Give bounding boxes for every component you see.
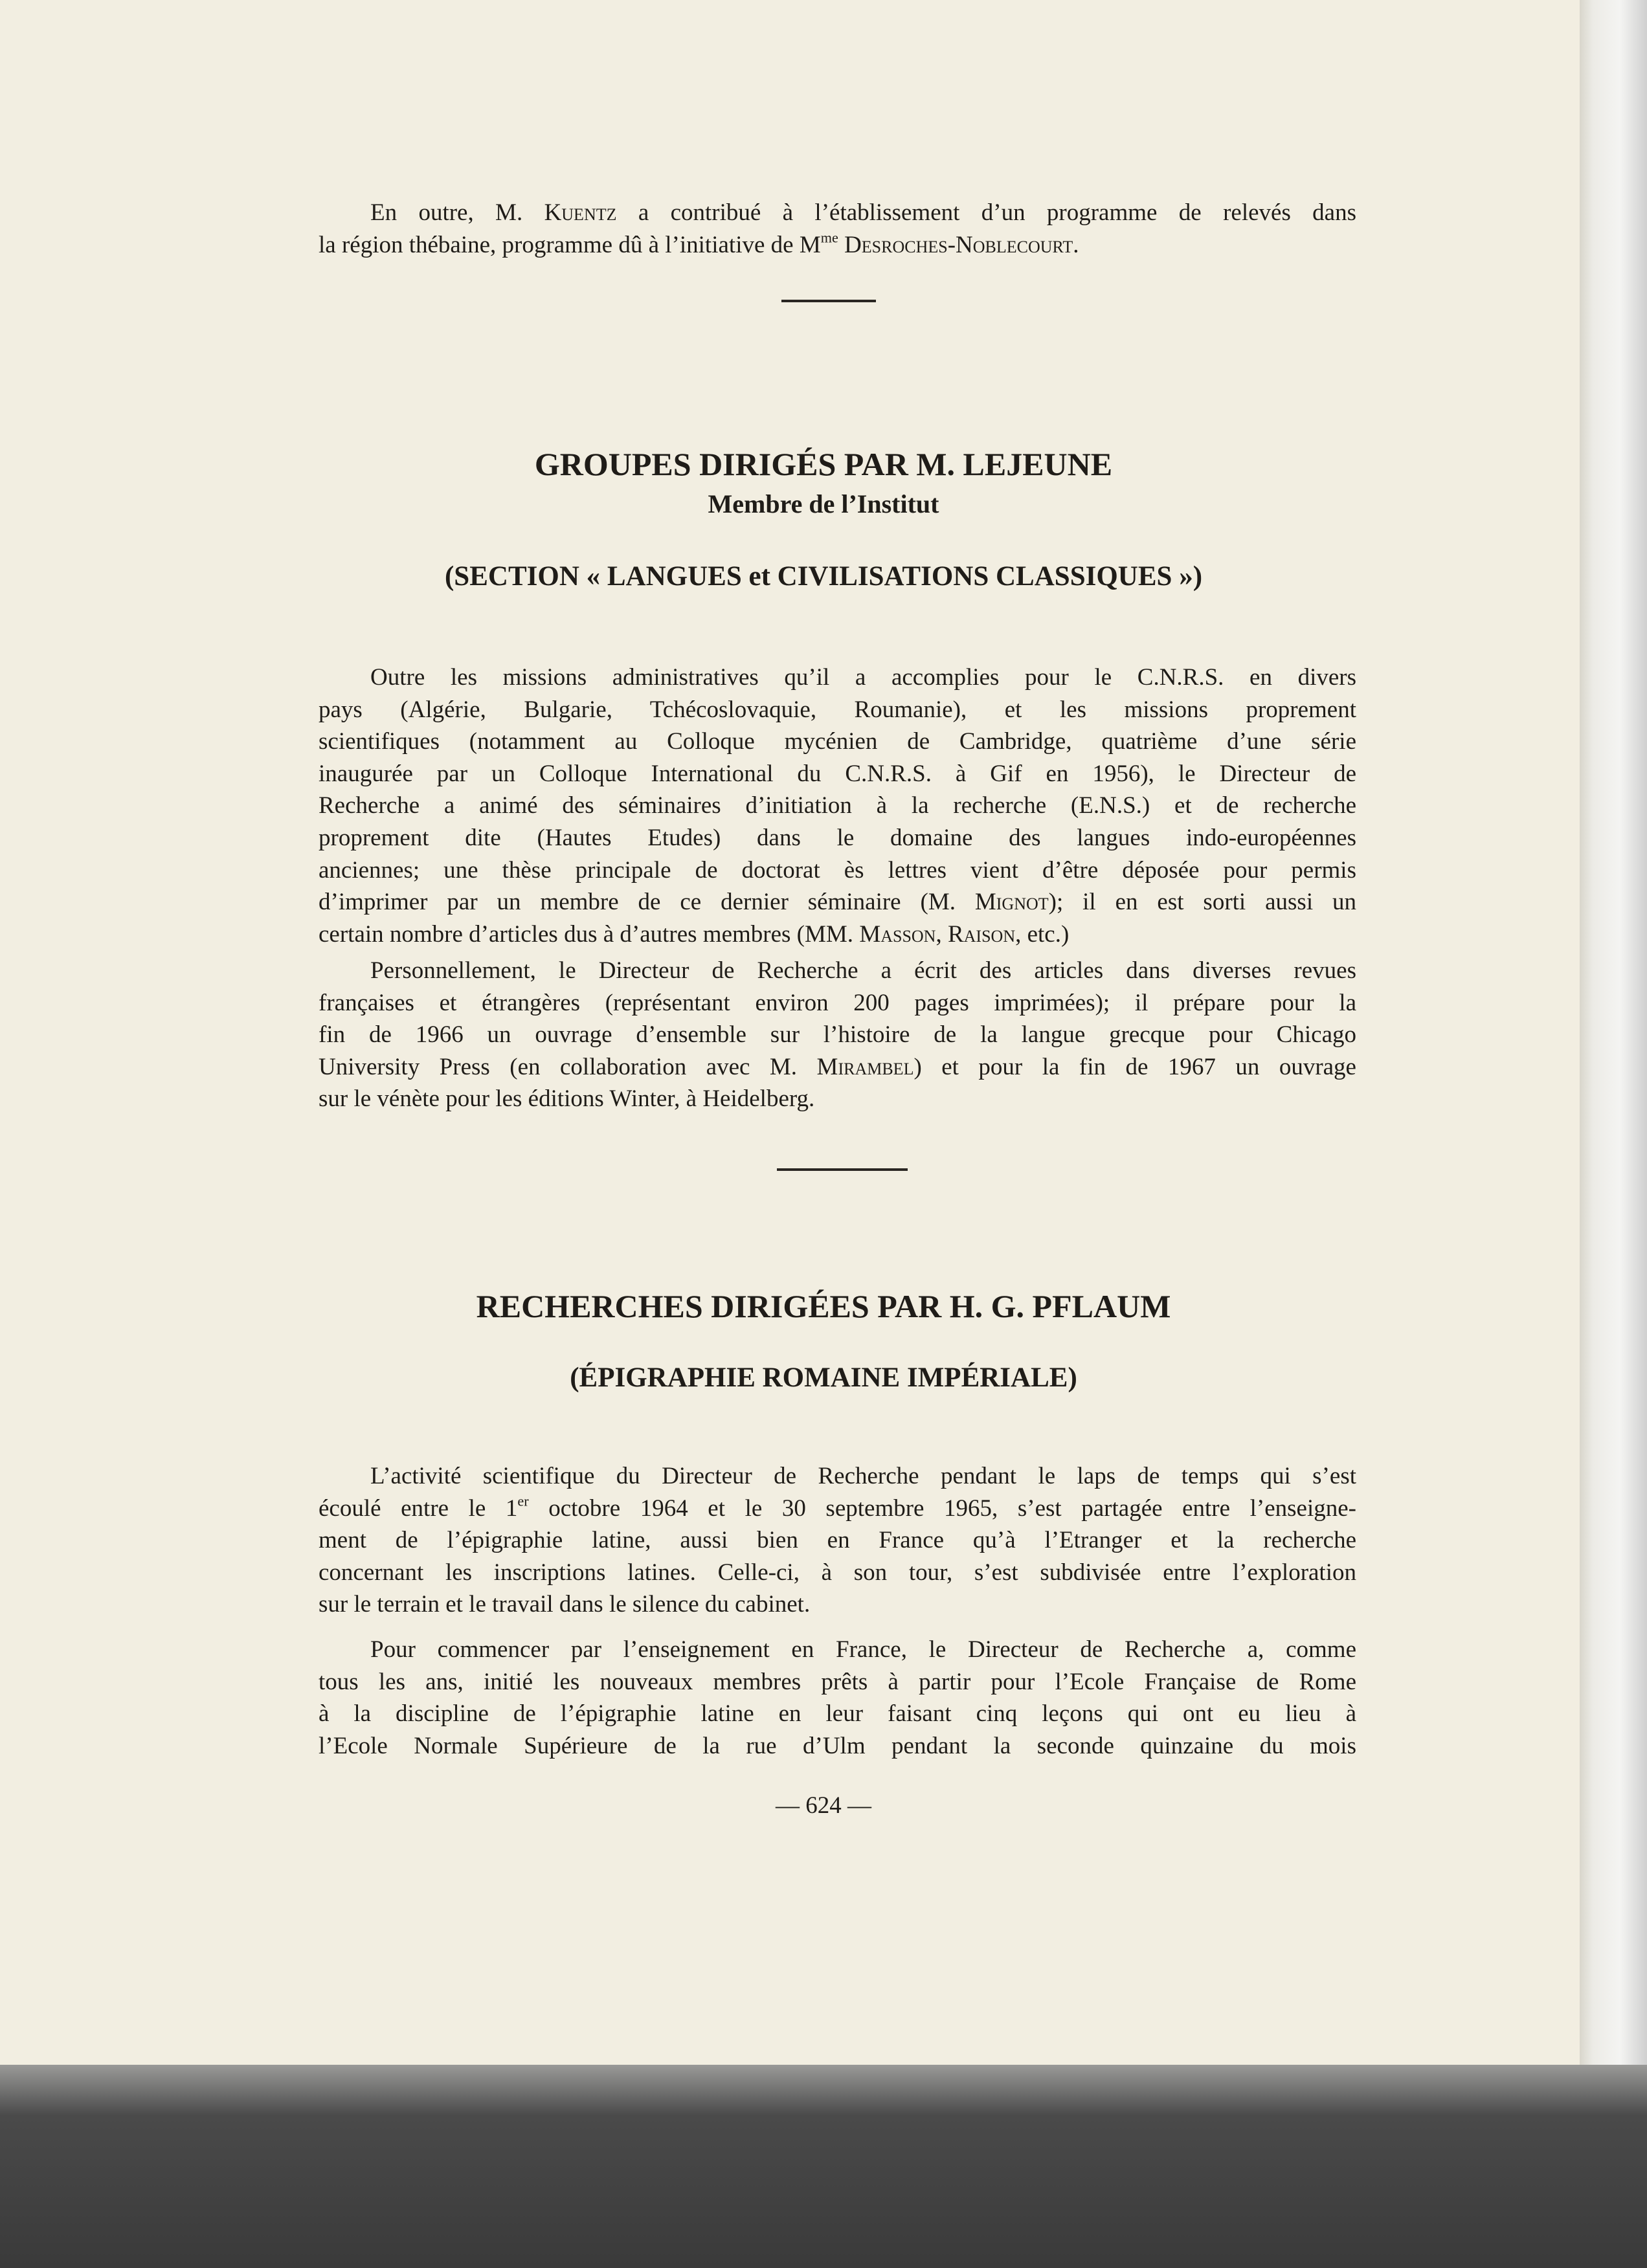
section2-paragraph — [319, 1460, 1356, 1621]
text-line — [319, 918, 1356, 951]
text-segment: ); il en est sorti aussi un — [1048, 889, 1356, 916]
text-segment: Pour commencer par l’enseignement en France, le Directeur de Recherche a, comme — [370, 1636, 1356, 1663]
section1-paragraph — [319, 662, 1356, 950]
text-segment: Outre les missions administratives qu’il a accomplies pour le C.N.R.S. en divers — [370, 664, 1356, 691]
text-line — [319, 229, 1356, 261]
text-segment: a contribué à l’établissement d’un programme de relevés dans — [616, 199, 1357, 226]
text-line — [319, 886, 1356, 918]
section2-title: RECHERCHES DIRIGÉES PAR H. G. PFLAUM — [476, 1288, 1171, 1324]
text-segment: sur le terrain et le travail dans le silence du cabinet. — [319, 1591, 811, 1618]
text-segment: scientifiques (notamment au Colloque mycénien de Cambridge, quatrième d’une série — [319, 728, 1356, 755]
text-line — [319, 1730, 1356, 1762]
text-segment: ) et pour la fin de 1967 un ouvrage — [913, 1053, 1356, 1080]
text-segment: à la discipline de l’épigraphie latine en leur faisant cinq leçons qui ont eu lieu à — [319, 1700, 1356, 1728]
text-segment: Personnellement, le Directeur de Recherche a écrit des articles dans diverses revues — [370, 957, 1356, 984]
text-line — [319, 662, 1356, 694]
section1-paragraph — [319, 955, 1356, 1115]
text-segment: En outre, M. — [370, 199, 544, 226]
section1-subtitle: Membre de l’Institut — [708, 489, 939, 518]
text-line — [319, 1019, 1356, 1051]
person-name: Mignot — [974, 889, 1049, 916]
text-line — [319, 694, 1356, 726]
person-name: Raison — [947, 920, 1016, 948]
person-name: Masson — [859, 920, 936, 948]
text-segment: ment de l’épigraphie latine, aussi bien en France qu’à l’Etranger et la recherche — [319, 1527, 1356, 1554]
text-segment — [838, 232, 844, 258]
text-line — [319, 987, 1356, 1019]
text-line — [319, 1588, 1356, 1621]
section1-label: (SECTION « LANGUES et CIVILISATIONS CLASSIQUES ») — [444, 561, 1203, 592]
text-segment: pays (Algérie, Bulgarie, Tchécoslovaquie, Roumanie), et les missions proprement — [319, 696, 1356, 723]
section-divider — [781, 300, 876, 302]
page-number: — 624 — — [776, 1792, 871, 1819]
text-segment: concernant les inscriptions latines. Celle-ci, à son tour, s’est subdivisée entre l’exploration — [319, 1559, 1356, 1586]
text-segment: françaises et étrangères (représentant environ 200 pages imprimées); il prépare pour la — [319, 989, 1356, 1016]
text-line — [319, 955, 1356, 987]
intro-paragraph — [319, 197, 1356, 261]
text-segment: tous les ans, initié les nouveaux membres prêts à partir pour l’Ecole Française de Rome — [319, 1668, 1356, 1695]
text-line — [319, 1557, 1356, 1589]
text-line — [319, 1524, 1356, 1557]
text-line — [319, 1666, 1356, 1698]
person-name: Desroches-Noblecourt — [844, 231, 1073, 258]
section2-label: (ÉPIGRAPHIE ROMAINE IMPÉRIALE) — [570, 1362, 1077, 1393]
text-line — [319, 758, 1356, 790]
text-line — [319, 1083, 1356, 1115]
text-line — [319, 822, 1356, 854]
text-segment: fin de 1966 un ouvrage d’ensemble sur l’histoire de la langue grecque pour Chicago — [319, 1021, 1356, 1049]
text-line — [319, 726, 1356, 758]
text-line — [319, 790, 1356, 822]
text-segment: Recherche a animé des séminaires d’initiation à la recherche (E.N.S.) et de recherche — [319, 792, 1356, 819]
text-segment: proprement dite (Hautes Etudes) dans le domaine des langues indo-européennes — [319, 824, 1356, 851]
person-name: Mirambel — [816, 1053, 914, 1080]
text-line — [319, 197, 1356, 229]
page-edge — [1580, 0, 1647, 2065]
text-segment: certain nombre d’articles dus à d’autres membres (MM. — [319, 920, 860, 948]
text-line — [319, 854, 1356, 887]
text-segment: . — [1073, 231, 1079, 258]
text-line — [319, 1634, 1356, 1666]
text-line — [319, 1460, 1356, 1493]
section1-title: GROUPES DIRIGÉS PAR M. LEJEUNE — [534, 446, 1113, 482]
text-segment: l’Ecole Normale Supérieure de la rue d’Ulm pendant la seconde quinzaine du mois — [319, 1732, 1356, 1759]
text-segment: anciennes; une thèse principale de doctorat ès lettres vient d’être déposée pour permis — [319, 856, 1356, 884]
text-segment: L’activité scientifique du Directeur de Recherche pendant le laps de temps qui s’est — [370, 1463, 1356, 1489]
text-segment: écoulé entre le 1 — [319, 1495, 518, 1522]
text-line — [319, 1698, 1356, 1730]
text-line — [319, 1493, 1356, 1525]
section-divider — [777, 1168, 908, 1171]
text-segment: octobre 1964 et le 30 septembre 1965, s’est partagée entre l’enseigne- — [528, 1495, 1356, 1522]
text-segment: sur le vénète pour les éditions Winter, à Heidelberg. — [319, 1085, 815, 1113]
superscript: me — [820, 229, 838, 246]
text-segment: , etc.) — [1015, 920, 1070, 948]
section2-paragraph — [319, 1634, 1356, 1762]
scanner-background — [0, 2065, 1647, 2268]
person-name: Kuentz — [544, 199, 617, 226]
text-segment: la région thébaine, programme dû à l’initiative de M — [319, 231, 821, 258]
text-segment: , — [936, 920, 948, 948]
text-line — [319, 1051, 1356, 1084]
text-segment: d’imprimer par un membre de ce dernier séminaire (M. — [319, 889, 975, 916]
text-segment: inaugurée par un Colloque International du C.N.R.S. à Gif en 1956), le Directeur de — [319, 760, 1356, 787]
text-segment: University Press (en collaboration avec M. — [319, 1053, 817, 1080]
superscript: er — [517, 1493, 529, 1509]
